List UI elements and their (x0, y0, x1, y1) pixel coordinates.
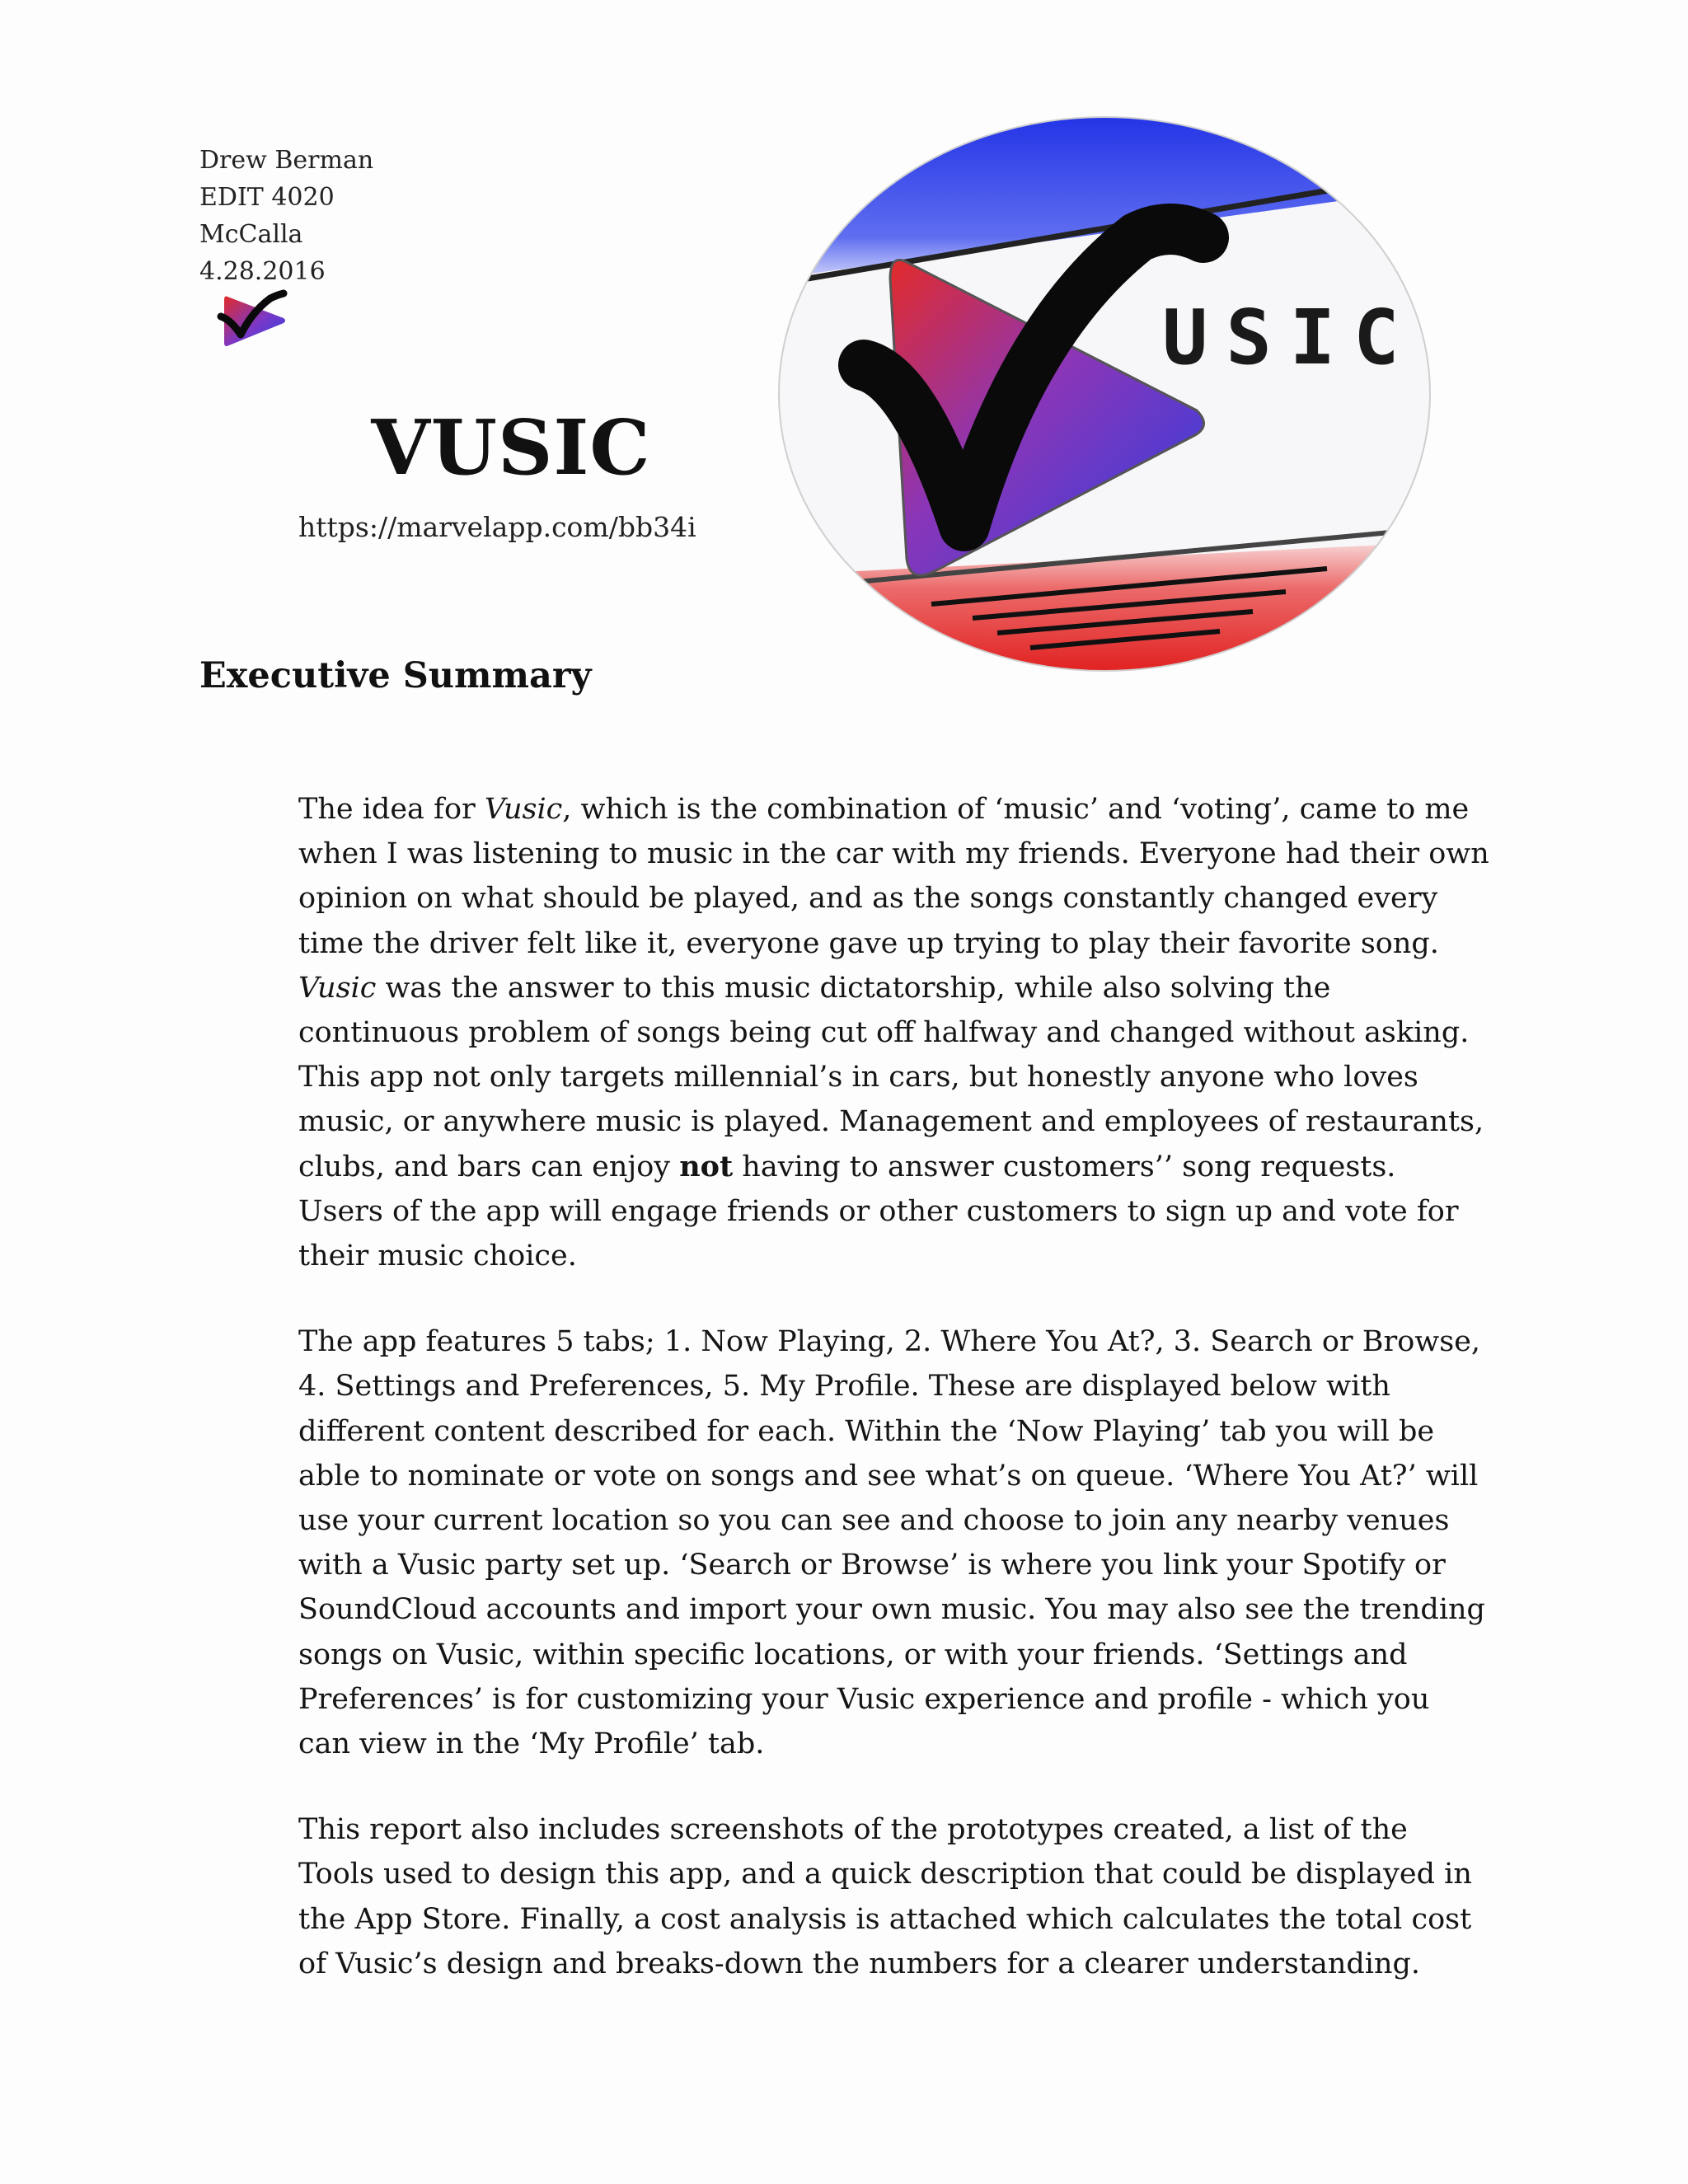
emphasis-not: not (679, 1149, 734, 1183)
paragraph-1-part-1: The idea for (298, 793, 485, 826)
course-code: EDIT 4020 (199, 183, 335, 212)
document-title: VUSIC (371, 403, 651, 492)
prototype-link[interactable]: https://marvelapp.com/bb34i (298, 511, 696, 543)
logo-wordmark: USIC (1162, 293, 1418, 382)
vusic-italic: Vusic (298, 971, 377, 1005)
paragraph-1-part-2: , which is the combination of ‘music’ and ‘voting’, came to me when I was listening to music in the car with my friends. Everyone had their own opinion on what should be played, and as the songs constantly changed every time the driver felt like it, everyone gave up trying to play their favorite song. (298, 793, 1489, 960)
paragraph-3: This report also includes screenshots of the prototypes created, a list of the Tools used to design this app, and a quick description that could be displayed in the App Store. Finally, a cost analysis is attached which calculates the total cost of Vusic’s design and breaks-down the numbers for a clearer understanding. (298, 1813, 1472, 1980)
small-vusic-logo-icon (216, 288, 290, 351)
paragraph-2: The app features 5 tabs; 1. Now Playing, 2. Where You At?, 3. Search or Browse, 4. Settings and Preferences, 5. My Profile. These are displayed below with different content described for each. Within the ‘Now Playing’ tab you will be able to nominate or vote on songs and see what’s on queue. ‘Where You At?’ will use your current location so you can see and choose to join any nearby venues with a Vusic party set up. ‘Search or Browse’ is where you link your Spotify or SoundCloud accounts and import your own music. You may also see the trending songs on Vusic, within specific locations, or with your friends. ‘Settings and Preferences’ is for customizing your Vusic experience and profile - which you can view in the ‘My Profile’ tab. (298, 1325, 1485, 1761)
paragraph-1-part-4: having to answer customers’’ song requests. Users of the app will engage friends or other customers to sign up and vote for their music choice. (298, 1150, 1459, 1273)
vusic-italic: Vusic (484, 793, 563, 826)
author-block (199, 142, 373, 290)
instructor-name: McCalla (199, 220, 303, 249)
author-name: Drew Berman (199, 146, 374, 175)
report-date: 4.28.2016 (199, 257, 326, 286)
paragraph-1 (298, 787, 1489, 1278)
paragraph-1-part-3: was the answer to this music dictatorship, while also solving the continuous problem of songs being cut off halfway and changed without asking. This app not only targets millennial’s in cars, but honestly anyone who loves music, or anywhere music is played. Management and employees of restaurants, clubs, and bars can enjoy (298, 971, 1484, 1183)
section-heading: Executive Summary (199, 655, 592, 696)
vusic-logo-icon (775, 114, 1434, 674)
summary-body (298, 787, 1489, 2027)
